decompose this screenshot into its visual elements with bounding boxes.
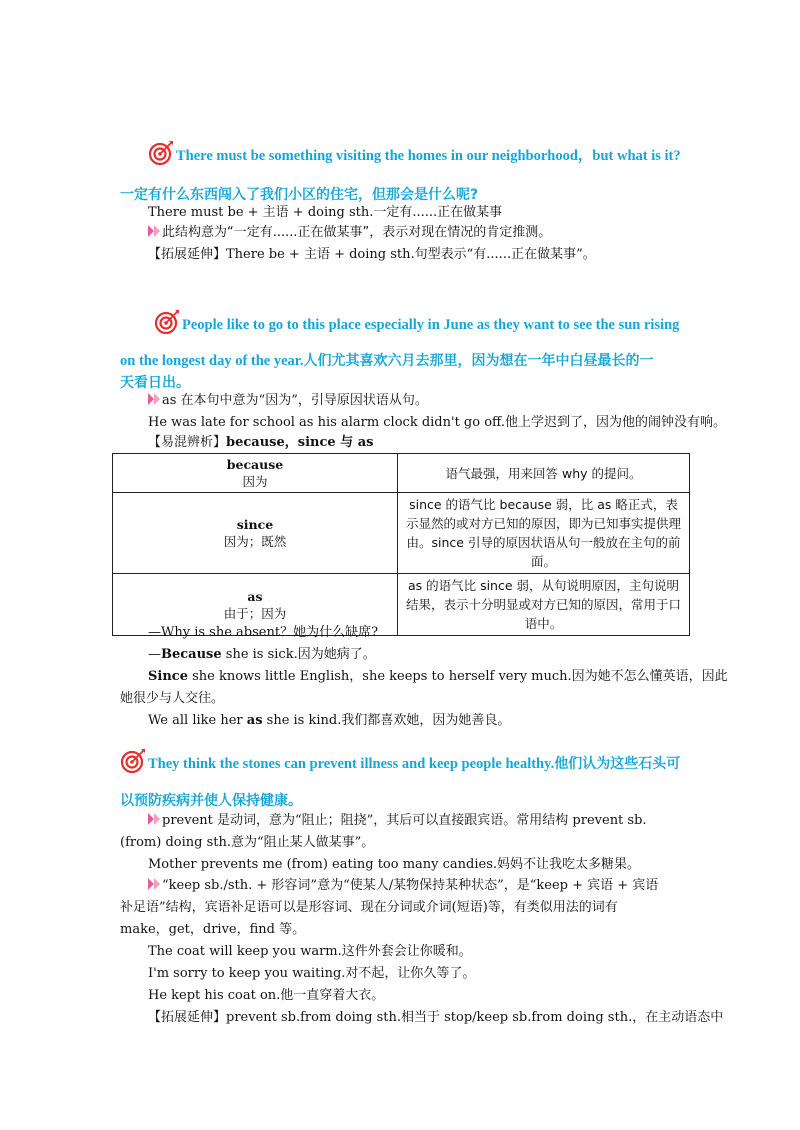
section3-heading-en: They think the stones can prevent illness and keep people healthy. <box>148 756 555 772</box>
term-because: because <box>226 457 284 472</box>
pink-arrow-icon <box>148 225 161 237</box>
section1-line3: 【拓展延伸】There be + 主语 + doing sth.句型表示“有......正在做某事”。 <box>148 247 596 262</box>
section3-heading <box>120 748 680 774</box>
section1-line1: There must be + 主语 + doing sth.一定有......正在做某事 <box>148 205 503 220</box>
section2-heading-cont2-cn: 天看日出。 <box>120 375 190 391</box>
section3-heading-cont-cn: 以预防疾病并使人保持健康。 <box>120 793 302 809</box>
ex2-bold: Because <box>161 647 222 662</box>
section2-line3-row <box>148 432 708 454</box>
section2-heading <box>154 309 679 335</box>
section2-line1-row <box>148 390 708 412</box>
section3-line4: The coat will keep you warm.这件外套会让你暖和。 <box>148 944 472 959</box>
section1-heading-cn-line <box>120 184 478 204</box>
table-cell-term <box>113 493 398 574</box>
term-as: as <box>247 588 263 604</box>
section3-line3-row <box>148 875 708 897</box>
section1-line2: 此结构意为“一定有......正在做某事”，表示对现在情况的肯定推测。 <box>162 225 552 240</box>
term-since: since <box>236 517 274 532</box>
desc-because: 语气最强，用来回答 why 的提问。 <box>398 454 690 493</box>
section2-line3-bold: because，since 与 as <box>226 435 374 450</box>
pink-arrow-icon <box>148 813 161 825</box>
section3-line3-cont1: 补足语”结构，宾语补足语可以是形容词、现在分词或介词(短语)等，有类似用法的词有 <box>120 900 618 915</box>
ex3-bold: Since <box>148 669 188 684</box>
section3-line3-cont2: make，get，drive，find 等。 <box>120 922 306 937</box>
section2-ex3-row <box>148 666 728 688</box>
section2-line1: as 在本句中意为“因为”，引导原因状语从句。 <box>162 393 428 408</box>
section1-line2-row <box>148 222 708 244</box>
pink-arrow-icon <box>148 878 161 890</box>
section3-heading-cn: 他们认为这些石头可 <box>554 756 681 772</box>
section2-heading-cont-cn: 人们尤其喜欢六月去那里，因为想在一年中白昼最长的一 <box>303 353 654 369</box>
section3-line5: I'm sorry to keep you waiting.对不起，让你久等了。 <box>148 966 476 981</box>
table-row <box>113 454 690 493</box>
ex3-rest: she knows little English，she keeps to herself very much.因为她不怎么懂英语，因此 <box>187 669 728 684</box>
section1-heading-en: There must be something visiting the homes in our neighborhood，but what is it? <box>176 148 681 164</box>
ex4-bold: as <box>246 713 263 728</box>
meaning-as: 由于；因为 <box>223 605 287 621</box>
section3-line7: 【拓展延伸】prevent sb.from doing sth.相当于 stop/keep sb.from doing sth.，在主动语态中 <box>148 1010 724 1025</box>
desc-since: since 的语气比 because 弱，比 as 略正式，表示显然的或对方已知的原因，即为已知事实提供理由。since 引导的原因状语从句一般放在主句的前面。 <box>398 493 690 574</box>
section3-line1-cont: (from) doing sth.意为“阻止某人做某事”。 <box>120 835 375 850</box>
section2-ex2-row <box>148 644 708 666</box>
section2-heading-line3 <box>120 372 190 392</box>
ex2-rest: she is sick.因为她病了。 <box>221 647 376 662</box>
section1-heading-cn: 一定有什么东西闯入了我们小区的住宅，但那会是什么呢? <box>120 187 479 203</box>
section2-heading-en: People like to go to this place especially in June as they want to see the sun rising <box>182 317 680 333</box>
ex2-dash: — <box>148 647 161 662</box>
target-icon <box>148 140 174 166</box>
comparison-table <box>112 453 690 636</box>
section3-line2: Mother prevents me (from) eating too many candies.妈妈不让我吃太多糖果。 <box>148 857 641 872</box>
ex4-a: We all like her <box>148 713 247 728</box>
section3-line6: He kept his coat on.他一直穿着大衣。 <box>148 988 385 1003</box>
section3-line3: “keep sb./sth. + 形容词”意为“使某人/某物保持某种状态”，是“keep + 宾语 + 宾语 <box>162 878 659 893</box>
desc-as: as 的语气比 since 弱，从句说明原因，主句说明结果，表示十分明显或对方已知的原因，常用于口语中。 <box>398 574 690 636</box>
meaning-since: 因为；既然 <box>223 534 287 549</box>
ex4-b: she is kind.我们都喜欢她，因为她善良。 <box>262 713 511 728</box>
target-icon <box>120 748 146 774</box>
section3-line1-row <box>148 810 708 832</box>
section2-heading-line2 <box>120 350 654 370</box>
section1-heading <box>148 140 681 166</box>
target-icon <box>154 309 180 335</box>
section2-line3-prefix: 【易混辨析】 <box>148 435 227 450</box>
table-row <box>113 493 690 574</box>
section2-line2: He was late for school as his alarm clock didn't go off.他上学迟到了，因为他的闹钟没有响。 <box>148 415 726 430</box>
section3-line1: prevent 是动词，意为“阻止；阻挠”，其后可以直接跟宾语。常用结构 prevent sb. <box>162 813 647 828</box>
section2-ex3-cont: 她很少与人交往。 <box>120 691 225 706</box>
meaning-because: 因为 <box>242 474 268 489</box>
pink-arrow-icon <box>148 393 161 405</box>
table-cell-term <box>113 454 398 493</box>
section3-heading-line2 <box>120 790 302 810</box>
section2-ex4-row <box>148 710 708 732</box>
section2-heading-cont-en: on the longest day of the year. <box>120 353 304 369</box>
section2-ex1: —Why is she absent？她为什么缺席? <box>148 625 379 640</box>
